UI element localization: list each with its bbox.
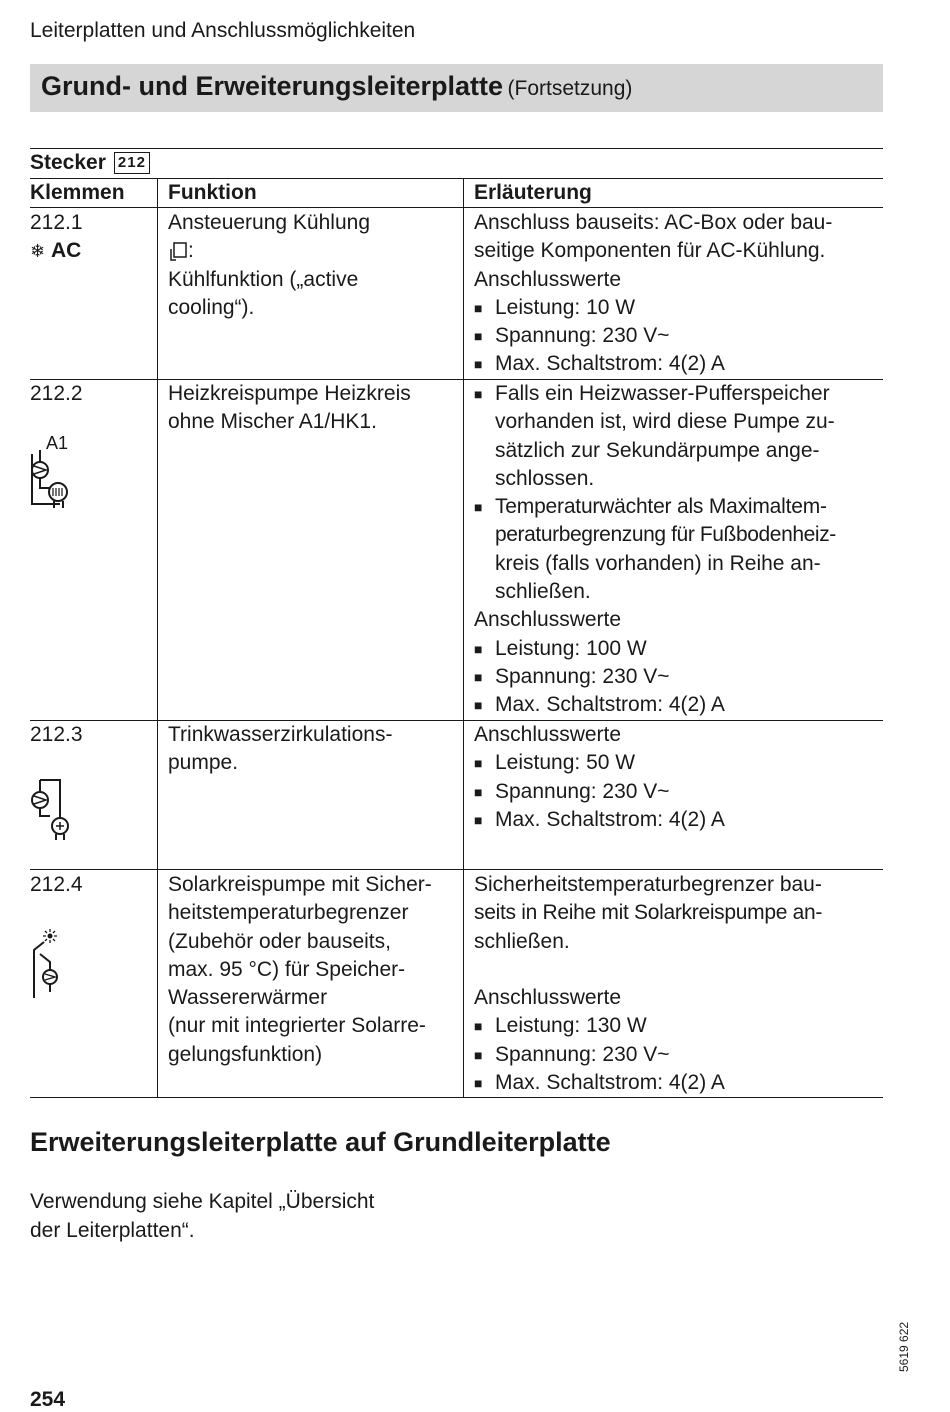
spec-bullet: ■ Spannung: 230 V~	[474, 1041, 886, 1069]
table-row-212-4-function	[168, 871, 463, 1069]
function-line: heitstemperaturbegrenzer	[168, 901, 409, 925]
function-line: Heizkreispumpe Heizkreis	[168, 382, 411, 405]
spec-bullet: ■ Spannung: 230 V~	[474, 778, 886, 806]
heating-circuit-pump-icon	[30, 446, 74, 516]
terminal-number: 212.2	[30, 382, 83, 405]
page-number: 254	[30, 1388, 66, 1411]
spec-bullet: ■ Leistung: 10 W	[474, 294, 886, 322]
table-row-212-4-notes	[474, 871, 886, 1097]
section-heading: Erweiterungsleiterplatte auf Grundleiterplatte	[30, 1127, 611, 1157]
spec-bullet: ■ Max. Schaltstrom: 4(2) A	[474, 691, 886, 719]
function-line: Trinkwasserzirkulations-	[168, 723, 393, 746]
running-header: Leiterplatten und Anschlussmöglichkeiten	[30, 19, 416, 42]
note-line: Sicherheitstemperaturbegrenzer bau-	[474, 873, 822, 896]
function-line: (nur mit integrierter Solarre-	[168, 1014, 426, 1038]
table-row-212-3-function	[168, 721, 463, 778]
cooling-symbol-line	[168, 237, 463, 265]
paragraph-line: der Leiterplatten“.	[30, 1219, 195, 1242]
connector-number-box: 212	[114, 152, 150, 174]
table-row-212-2-function	[168, 380, 463, 437]
function-line: (Zubehör oder bauseits,	[168, 929, 391, 953]
column-divider	[157, 178, 158, 1097]
note-line: schließen.	[474, 929, 570, 953]
ac-label-line	[30, 237, 83, 265]
spec-bullet: ■ Leistung: 100 W	[474, 635, 886, 663]
function-line: Ansteuerung Kühlung	[168, 211, 370, 234]
function-line: :	[188, 239, 194, 263]
snowflake-icon: ❄	[30, 241, 46, 262]
function-line: Wassererwärmer	[168, 986, 328, 1010]
note-line: ■ Temperaturwächter als Maximaltem-	[495, 495, 827, 519]
note-line: Anschluss bauseits: AC-Box oder bau-	[474, 211, 833, 234]
note-line: Anschlusswerte	[474, 723, 622, 746]
table-rule	[30, 148, 883, 149]
page-title-suffix: (Fortsetzung)	[507, 77, 633, 100]
note-line: peraturbegrenzung für Fußbodenheiz-	[495, 523, 836, 547]
function-line: Solarkreispumpe mit Sicher-	[168, 873, 432, 896]
function-line: Kühlfunktion („active	[168, 267, 359, 291]
column-header-erlaeuterung: Erläuterung	[474, 181, 592, 204]
column-header-klemmen: Klemmen	[30, 181, 125, 204]
connector-caption	[30, 151, 150, 175]
column-header-funktion: Funktion	[168, 181, 257, 204]
table-row-212-2-terminal	[30, 380, 83, 408]
note-bullet	[474, 493, 886, 606]
table-row-212-1-terminal	[30, 209, 83, 266]
note-line: kreis (falls vorhanden) in Reihe an-	[495, 551, 821, 575]
function-line: gelungsfunktion)	[168, 1042, 323, 1066]
note-line: seits in Reihe mit Solarkreispumpe an-	[474, 901, 823, 925]
spec-bullet: ■ Max. Schaltstrom: 4(2) A	[474, 806, 886, 834]
connector-label: Stecker	[30, 151, 106, 174]
spec-bullet: ■ Max. Schaltstrom: 4(2) A	[474, 1069, 886, 1097]
spec-bullet: ■ Spannung: 230 V~	[474, 322, 886, 350]
circuit-label: A1	[46, 433, 69, 453]
table-row-212-1-notes	[474, 209, 886, 379]
note-line: vorhanden ist, wird diese Pumpe zu-	[495, 410, 835, 434]
page-title: Grund- und Erweiterungsleiterplatte	[41, 71, 504, 101]
note-line: schlossen.	[495, 466, 595, 490]
note-line: Anschlusswerte	[474, 986, 622, 1010]
note-bullet	[474, 380, 886, 493]
note-line: ■ Falls ein Heizwasser-Pufferspeicher	[495, 382, 830, 405]
note-line: Anschlusswerte	[474, 267, 622, 291]
section-title-bar	[30, 64, 883, 112]
function-line: max. 95 °C) für Speicher-	[168, 957, 406, 981]
table-row-212-1-function	[168, 209, 463, 322]
spec-bullet: ■ Max. Schaltstrom: 4(2) A	[474, 350, 886, 378]
function-line: cooling“).	[168, 295, 255, 319]
terminal-number: 212.3	[30, 723, 83, 746]
table-row-212-4-terminal	[30, 871, 83, 899]
function-line: pumpe.	[168, 751, 239, 775]
spec-bullet: ■ Spannung: 230 V~	[474, 663, 886, 691]
spec-bullet: ■ Leistung: 50 W	[474, 749, 886, 777]
table-row-212-2-notes	[474, 380, 886, 720]
cooling-symbol-icon	[168, 241, 188, 263]
table-row-212-3-notes	[474, 721, 886, 834]
spec-bullet: ■ Leistung: 130 W	[474, 1012, 886, 1040]
solar-pump-icon	[30, 926, 70, 1002]
circulation-pump-icon	[30, 778, 74, 844]
note-line	[474, 956, 886, 984]
table-row-212-3-terminal	[30, 721, 83, 749]
paragraph-line: Verwendung siehe Kapitel „Übersicht	[30, 1190, 375, 1213]
terminal-number: 212.1	[30, 211, 83, 234]
ac-label: AC	[50, 239, 82, 263]
note-line: sätzlich zur Sekundärpumpe ange-	[495, 438, 820, 462]
section-paragraph	[30, 1187, 450, 1245]
function-line: ohne Mischer A1/HK1.	[168, 410, 377, 434]
note-line: seitige Komponenten für AC-Kühlung.	[474, 239, 826, 263]
note-line: Anschlusswerte	[474, 608, 622, 632]
note-line: schließen.	[495, 580, 591, 604]
document-code: 5619 622	[897, 1321, 911, 1372]
terminal-number: 212.4	[30, 873, 83, 896]
column-divider	[463, 178, 464, 1097]
